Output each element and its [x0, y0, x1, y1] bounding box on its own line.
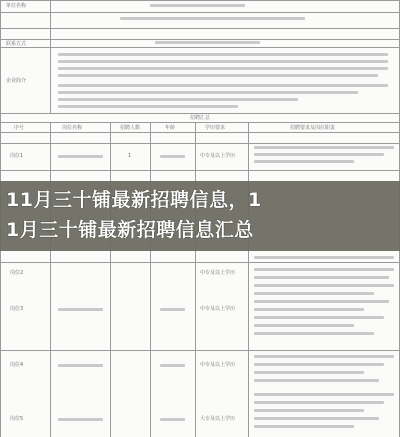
- row-no: 岗位1: [10, 153, 24, 159]
- blurred-text: [254, 379, 379, 382]
- blurred-text: [58, 155, 103, 158]
- col-header-no: 序号: [14, 125, 25, 131]
- row-no: 岗位3: [10, 306, 24, 312]
- row-no: 岗位4: [10, 362, 24, 368]
- blurred-text: [58, 105, 238, 108]
- blurred-text: [254, 425, 354, 428]
- blurred-text: [58, 308, 103, 311]
- table-border: [0, 39, 400, 40]
- blurred-text: [254, 284, 394, 287]
- headline-line-2: 1月三十铺最新招聘信息汇总: [6, 219, 254, 241]
- table-border: [0, 47, 400, 48]
- blurred-text: [58, 53, 388, 56]
- label-company-name: 单位名称: [6, 3, 27, 9]
- blurred-text: [254, 355, 394, 358]
- col-header-count: 招聘人数: [120, 125, 141, 131]
- blurred-text: [254, 268, 394, 271]
- blurred-text: [254, 393, 394, 396]
- blurred-text: [58, 98, 298, 101]
- blurred-text: [254, 371, 364, 374]
- blurred-text: [160, 418, 185, 421]
- table-border: [0, 28, 400, 29]
- blurred-text: [160, 308, 185, 311]
- table-border: [50, 0, 51, 113]
- blurred-text: [58, 91, 358, 94]
- col-header-requirements: 招聘要求及岗位职责: [290, 125, 336, 131]
- blurred-text: [254, 276, 389, 279]
- blurred-text: [155, 41, 260, 44]
- row-edu: 中专及以上学历: [200, 270, 236, 276]
- blurred-text: [58, 364, 103, 367]
- section-title: 招聘汇总: [190, 115, 211, 121]
- blurred-text: [254, 160, 354, 163]
- blurred-text: [254, 153, 384, 156]
- col-header-age: 年龄: [165, 125, 176, 131]
- blurred-text: [254, 332, 374, 335]
- table-border: [0, 143, 400, 144]
- table-border: [0, 262, 400, 263]
- blurred-text: [58, 84, 388, 87]
- blurred-text: [254, 401, 384, 404]
- blurred-text: [160, 364, 185, 367]
- row-count: 1: [128, 153, 132, 159]
- blurred-text: [254, 363, 384, 366]
- row-edu: 中专及以上学历: [200, 362, 236, 368]
- blurred-text: [58, 74, 378, 77]
- row-edu: 中专及以上学历: [200, 306, 236, 312]
- col-header-edu: 学历要求: [205, 125, 226, 131]
- row-edu: 中专及以上学历: [200, 153, 236, 159]
- blurred-text: [58, 418, 103, 421]
- table-border: [0, 122, 400, 123]
- table-border: [0, 0, 400, 1]
- blurred-text: [58, 60, 388, 63]
- table-border: [0, 113, 400, 114]
- blurred-text: [160, 155, 185, 158]
- blurred-text: [254, 308, 364, 311]
- blurred-text: [254, 409, 364, 412]
- blurred-text: [254, 146, 394, 149]
- headline-banner: [0, 181, 400, 251]
- blurred-text: [58, 67, 388, 70]
- table-border: [0, 170, 400, 171]
- blurred-text: [254, 256, 394, 259]
- blurred-text: [120, 17, 305, 20]
- table-border: [0, 12, 400, 13]
- row-no: 岗位5: [10, 416, 24, 422]
- blurred-text: [254, 316, 384, 319]
- blurred-text: [150, 4, 245, 7]
- blurred-text: [254, 324, 354, 327]
- row-no: 岗位2: [10, 270, 24, 276]
- table-border: [0, 132, 400, 133]
- headline-line-1: 11月三十铺最新招聘信息，1: [6, 189, 262, 211]
- label-company-intro: 企业简介: [6, 78, 27, 84]
- row-edu: 大专及以上学历: [200, 416, 236, 422]
- label-contact: 联系方式: [6, 41, 27, 47]
- blurred-text: [254, 417, 379, 420]
- col-header-name: 岗位名称: [62, 125, 83, 131]
- blurred-text: [254, 292, 374, 295]
- table-border: [0, 350, 400, 351]
- blurred-text: [254, 300, 389, 303]
